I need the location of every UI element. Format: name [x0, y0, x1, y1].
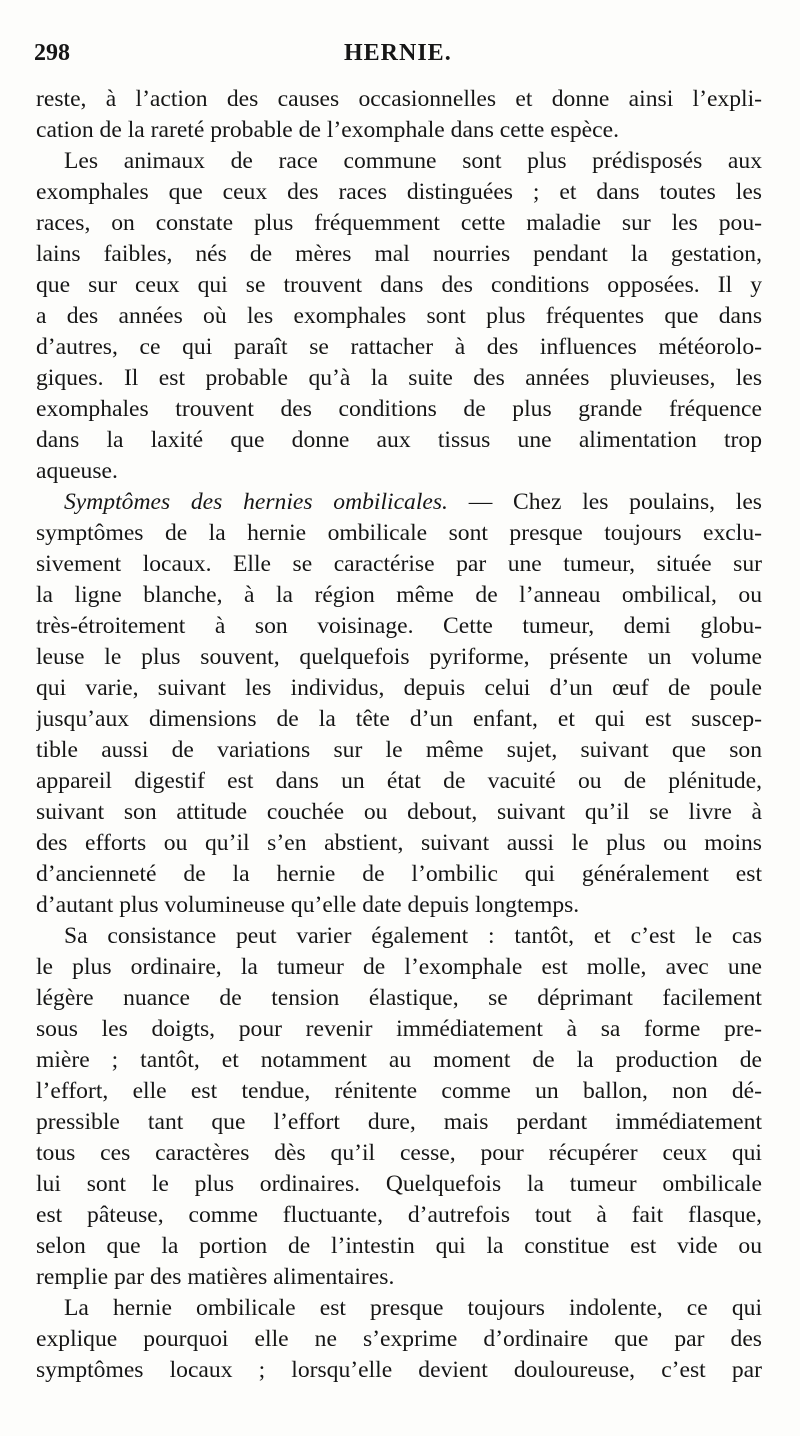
text-line: très-étroitement à son voisinage. Cette tumeur, demi globu-: [36, 613, 762, 639]
text-line: selon que la portion de l’intestin qui la constitue est vide ou: [36, 1233, 762, 1259]
text-line: races, on constate plus fréquemment cette maladie sur les pou-: [36, 210, 762, 236]
text-line: dans la laxité que donne aux tissus une alimentation trop: [36, 427, 762, 453]
text-line: exomphales que ceux des races distinguées ; et dans toutes les: [36, 179, 762, 205]
page-number: 298: [34, 40, 70, 66]
text-line: sivement locaux. Elle se caractérise par une tumeur, située sur: [36, 551, 762, 577]
text-line: Les animaux de race commune sont plus prédisposés aux: [64, 148, 762, 174]
text-line: cation de la rareté probable de l’exomphale dans cette espèce.: [36, 117, 619, 143]
text-line: mière ; tantôt, et notamment au moment de la production de: [36, 1047, 762, 1073]
text-line: leuse le plus souvent, quelquefois pyriforme, présente un volume: [36, 644, 762, 670]
section-heading-line: [36, 487, 762, 518]
text-line: d’autres, ce qui paraît se rattacher à des influences météorolo-: [36, 334, 762, 360]
text-line: giques. Il est probable qu’à la suite des années pluvieuses, les: [36, 365, 762, 391]
text-line: aqueuse.: [36, 458, 118, 484]
text-line: remplie par des matières alimentaires.: [36, 1264, 395, 1290]
text-line: d’autant plus volumineuse qu’elle date depuis longtemps.: [36, 892, 580, 918]
running-title: HERNIE.: [344, 40, 452, 66]
section-heading: Symptômes des hernies ombilicales.: [64, 489, 448, 515]
text-line: lui sont le plus ordinaires. Quelquefois la tumeur ombilicale: [36, 1171, 762, 1197]
text-line: l’effort, elle est tendue, rénitente comme un ballon, non dé-: [36, 1078, 762, 1104]
text-line: appareil digestif est dans un état de vacuité ou de plénitude,: [36, 768, 762, 794]
text-line: suivant son attitude couchée ou debout, suivant qu’il se livre à: [36, 799, 762, 825]
text-line: sous les doigts, pour revenir immédiatement à sa forme pre-: [36, 1016, 762, 1042]
text-line: a des années où les exomphales sont plus fréquentes que dans: [36, 303, 762, 329]
text-line: légère nuance de tension élastique, se déprimant facilement: [36, 985, 762, 1011]
text-line: que sur ceux qui se trouvent dans des conditions opposées. Il y: [36, 272, 762, 298]
text-line: explique pourquoi elle ne s’exprime d’ordinaire que par des: [36, 1326, 762, 1352]
text-line: pressible tant que l’effort dure, mais perdant immédiatement: [36, 1109, 762, 1135]
body-text: [36, 84, 762, 1386]
text-line: tous ces caractères dès qu’il cesse, pour récupérer ceux qui: [36, 1140, 762, 1166]
text-line: tible aussi de variations sur le même sujet, suivant que son: [36, 737, 762, 763]
text-line: exomphales trouvent des conditions de plus grande fréquence: [36, 396, 762, 422]
section-heading-continuation: — Chez les poulains, les: [447, 489, 762, 515]
text-line: est pâteuse, comme fluctuante, d’autrefois tout à fait flasque,: [36, 1202, 762, 1228]
text-line: d’ancienneté de la hernie de l’ombilic qui généralement est: [36, 861, 762, 887]
text-line: La hernie ombilicale est presque toujours indolente, ce qui: [64, 1295, 762, 1321]
text-line: symptômes de la hernie ombilicale sont presque toujours exclu-: [36, 520, 762, 546]
text-line: qui varie, suivant les individus, depuis celui d’un œuf de poule: [36, 675, 762, 701]
text-line: des efforts ou qu’il s’en abstient, suivant aussi le plus ou moins: [36, 830, 762, 856]
text-line: le plus ordinaire, la tumeur de l’exomphale est molle, avec une: [36, 954, 762, 980]
text-line: lains faibles, nés de mères mal nourries pendant la gestation,: [36, 241, 762, 267]
text-line: reste, à l’action des causes occasionnelles et donne ainsi l’expli-: [36, 86, 762, 112]
page-header: [34, 40, 754, 80]
text-line: Sa consistance peut varier également : tantôt, et c’est le cas: [64, 923, 762, 949]
text-line: jusqu’aux dimensions de la tête d’un enfant, et qui est suscep-: [36, 706, 762, 732]
text-line: symptômes locaux ; lorsqu’elle devient douloureuse, c’est par: [36, 1357, 762, 1383]
text-line: la ligne blanche, à la région même de l’anneau ombilical, ou: [36, 582, 762, 608]
